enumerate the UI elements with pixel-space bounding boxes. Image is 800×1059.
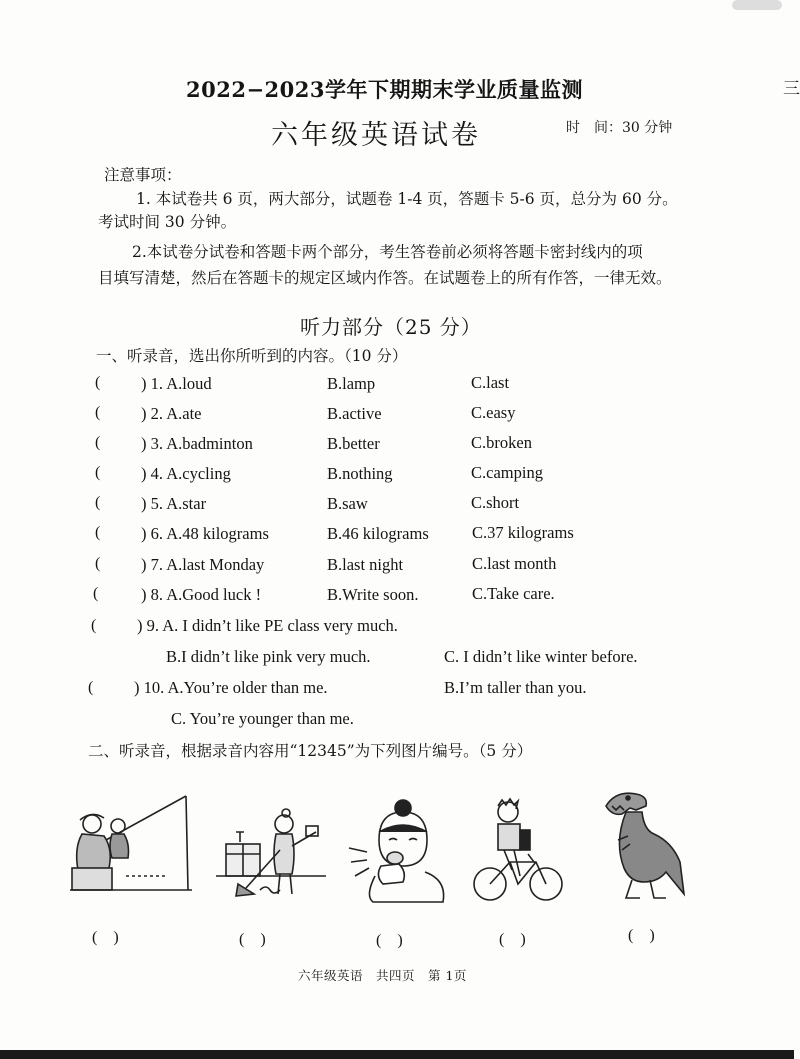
exam-title: 2022−2023学年下期期末学业质量监测 [186,77,583,102]
option-a: ) 3. A.badminton [141,434,253,453]
part2-instruction: 二、听录音，根据录音内容用“12345”为下列图片编号。（5 分） [88,742,533,760]
answer-paren[interactable]: ( [95,494,101,511]
girl-sneezing-icon [345,796,445,902]
notes-line: 1. 本试卷共 6 页，两大部分，试题卷 1-4 页，答题卡 5-6 页，总分为 60 分。 [136,190,678,208]
option-c: C.short [471,493,520,512]
notes-line: 考试时间 30 分钟。 [98,213,237,231]
option-c: C.broken [471,433,532,452]
scan-bottom-edge [0,1050,794,1059]
picture-answer[interactable]: ( ) [92,929,119,946]
option-c: C. You’re younger than me. [171,709,354,728]
boy-riding-bike-icon [468,796,568,906]
girl-sweeping-floor-icon [216,806,326,900]
option-c: C.Take care. [472,584,555,603]
notes-heading: 注意事项： [104,166,182,184]
option-b: B.active [327,404,382,423]
option-c: C.last [471,373,510,392]
picture-answer[interactable]: ( ) [376,932,403,949]
part1-instruction: 一、听录音，选出你所听到的内容。（10 分） [96,347,408,365]
option-a: ) 4. A.cycling [141,464,231,483]
option-c: C.last month [472,554,557,573]
picture-answer[interactable]: ( ) [499,931,526,948]
option-b: B.46 kilograms [327,524,429,543]
answer-paren[interactable]: ( [93,585,99,602]
answer-paren[interactable]: ( [91,617,97,634]
option-b: B.saw [327,494,368,513]
answer-paren[interactable]: ( [95,374,101,391]
picture-answer[interactable]: ( ) [628,927,655,944]
answer-paren[interactable]: ( [88,679,94,696]
option-b: B.lamp [327,374,376,393]
answer-paren[interactable]: ( [95,434,101,451]
answer-paren[interactable]: ( [95,404,101,421]
option-a: ) 7. A.last Monday [141,555,265,574]
option-b: B.better [327,434,380,453]
exam-subtitle: 六年级英语试卷 [271,120,481,151]
listening-heading: 听力部分（25 分） [300,315,482,339]
option-a: ) 9. A. I didn’t like PE class very much. [137,616,398,635]
notes-line: 目填写清楚，然后在答题卡的规定区域内作答。在试题卷上的所有作答，一律无效。 [98,269,672,287]
option-c: C. I didn’t like winter before. [444,647,638,666]
option-c: C.easy [471,403,516,422]
picture-answer[interactable]: ( ) [239,931,266,948]
time-label: 时 间：30 分钟 [566,120,673,136]
option-b: B.I didn’t like pink very much. [166,647,371,666]
option-b: B.last night [327,555,404,574]
option-a: ) 2. A.ate [141,404,202,423]
option-a: ) 6. A.48 kilograms [141,524,269,543]
dinosaur-icon [598,786,690,908]
page-footer: 六年级英语 共四页 第 1页 [298,968,467,983]
option-c: C.37 kilograms [472,523,574,542]
option-b: B.I’m taller than you. [444,678,587,697]
margin-mark: 三 [783,79,800,99]
fishing-father-son-icon [66,790,196,900]
option-c: C.camping [471,463,543,482]
answer-paren[interactable]: ( [95,555,101,572]
option-b: B.Write soon. [327,585,419,604]
answer-paren[interactable]: ( [95,524,101,541]
option-a: ) 1. A.loud [141,374,212,393]
option-a: ) 10. A.You’re older than me. [134,678,328,697]
notes-line: 2.本试卷分试卷和答题卡两个部分，考生答卷前必须将答题卡密封线内的项 [132,243,643,261]
scan-smudge [732,0,782,10]
option-b: B.nothing [327,464,393,483]
option-a: ) 8. A.Good luck ! [141,585,262,604]
answer-paren[interactable]: ( [95,464,101,481]
option-a: ) 5. A.star [141,494,207,513]
